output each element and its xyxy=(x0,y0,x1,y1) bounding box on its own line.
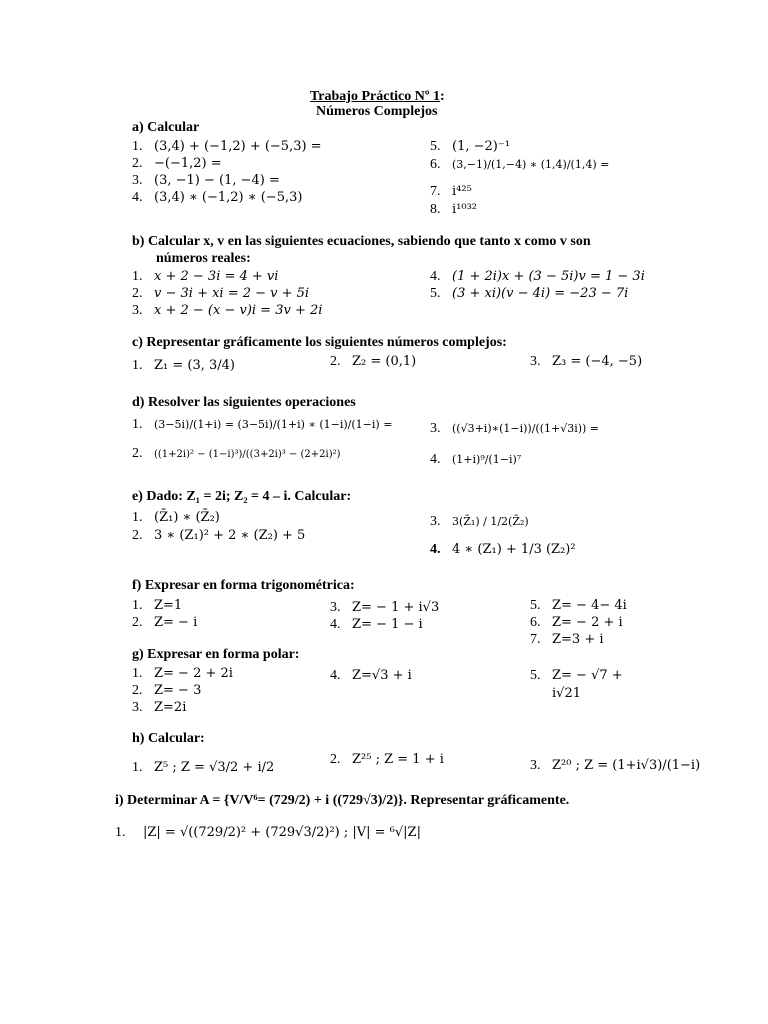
list-item: 1. Z⁵ ; Z = √3/2 + i/2 xyxy=(132,760,275,775)
list-item: 3. ((√3+i)∗(1−i))/((1+√3i)) = xyxy=(430,421,600,436)
list-item: 3. Z²⁰ ; Z = (1+i√3)/(1−i) xyxy=(530,758,701,773)
list-item: 1. Z= − 2 + 2i xyxy=(132,666,233,681)
list-item: 4. 4 ∗ (Z₁) + 1/3 (Z₂)² xyxy=(430,542,576,557)
list-item: 7. i⁴²⁵ xyxy=(430,184,472,199)
list-item: 8. i¹⁰³² xyxy=(430,202,478,217)
list-item: 4. (3,4) ∗ (−1,2) ∗ (−5,3) xyxy=(132,190,303,205)
list-item: 3. x + 2 − (x − v)i = 3v + 2i xyxy=(132,303,323,318)
page-title: Trabajo Práctico Nº 1 xyxy=(310,89,440,104)
list-item: 3. Z=2i xyxy=(132,700,187,715)
list-item: 4. Z= − 1 − i xyxy=(330,617,423,632)
page-title-line xyxy=(310,87,445,105)
list-item: 4. (1 + 2i)x + (3 − 5i)v = 1 − 3i xyxy=(430,269,645,284)
list-item: 1. x + 2 − 3i = 4 + vi xyxy=(132,269,279,284)
list-item: 1. (3−5i)/(1+i) = (3−5i)/(1+i) ∗ (1−i)/(1−i) = xyxy=(132,417,393,432)
section-i-heading: i) Determinar A = {V/V⁶= (729/2) + i ((729√3)/2)}. Representar gráficamente. xyxy=(115,793,570,808)
list-item: 1. (3,4) + (−1,2) + (−5,3) = xyxy=(132,139,322,154)
section-a-heading: a) Calcular xyxy=(132,120,200,135)
list-item: 4. Z=√3 + i xyxy=(330,668,412,683)
list-item: 1. |Z| = √((729/2)² + (729√3/2)²) ; |V| = ⁶√|Z| xyxy=(115,825,421,840)
list-item: 2. v − 3i + xi = 2 − v + 5i xyxy=(132,286,310,301)
list-item: 2. −(−1,2) = xyxy=(132,156,222,171)
page-subtitle: Números Complejos xyxy=(316,104,438,119)
section-g-heading: g) Expresar en forma polar: xyxy=(132,647,300,662)
list-item: 2. Z= − 3 xyxy=(132,683,202,698)
list-item: 5. Z= − 4− 4i xyxy=(530,598,627,613)
section-f-heading: f) Expresar en forma trigonométrica: xyxy=(132,578,355,593)
list-item: 4. (1+i)⁹/(1−i)⁷ xyxy=(430,452,522,467)
section-b-heading: b) Calcular x, v en las siguientes ecuaciones, sabiendo que tanto x como v son xyxy=(132,234,591,249)
list-item: 7. Z=3 + i xyxy=(530,632,604,647)
list-item: 5. (1, −2)⁻¹ xyxy=(430,139,510,154)
list-item: 5. (3 + xi)(v − 4i) = −23 − 7i xyxy=(430,286,629,301)
list-item: 1. (Z̄₁) ∗ (Z̄₂) xyxy=(132,510,220,525)
list-item: 5. Z= − √7 + xyxy=(530,668,623,683)
section-b-heading-cont: números reales: xyxy=(156,251,251,266)
list-item: 1. Z₁ = (3, 3/4) xyxy=(132,358,236,373)
section-c-heading: c) Representar gráficamente los siguientes números complejos: xyxy=(132,335,507,350)
list-item: 3. Z₃ = (−4, −5) xyxy=(530,354,643,369)
section-d-heading: d) Resolver las siguientes operaciones xyxy=(132,395,356,410)
list-item: 2. Z= − i xyxy=(132,615,198,630)
list-item-cont: i√21 xyxy=(552,686,581,701)
title-colon: : xyxy=(439,89,445,104)
list-item: 2. 3 ∗ (Z₁)² + 2 ∗ (Z₂) + 5 xyxy=(132,528,306,543)
list-item: 3. 3(Z̄₁) / 1/2(Z̄₂) xyxy=(430,514,529,529)
section-e-heading: e) Dado: Z₁ = 2i; Z₂ = 4 – i. Calcular: xyxy=(132,489,352,504)
list-item: 6. Z= − 2 + i xyxy=(530,615,623,630)
list-item: 2. Z₂ = (0,1) xyxy=(330,354,417,369)
list-item: 6. (3,−1)/(1,−4) ∗ (1,4)/(1,4) = xyxy=(430,157,610,172)
list-item: 3. (3, −1) − (1, −4) = xyxy=(132,173,280,188)
list-item: 2. ((1+2i)² − (1−i)³)/((3+2i)³ − (2+2i)²) xyxy=(132,446,341,461)
list-item: 1. Z=1 xyxy=(132,598,183,613)
section-h-heading: h) Calcular: xyxy=(132,731,205,746)
list-item: 2. Z²⁵ ; Z = 1 + i xyxy=(330,752,444,767)
list-item: 3. Z= − 1 + i√3 xyxy=(330,600,440,615)
